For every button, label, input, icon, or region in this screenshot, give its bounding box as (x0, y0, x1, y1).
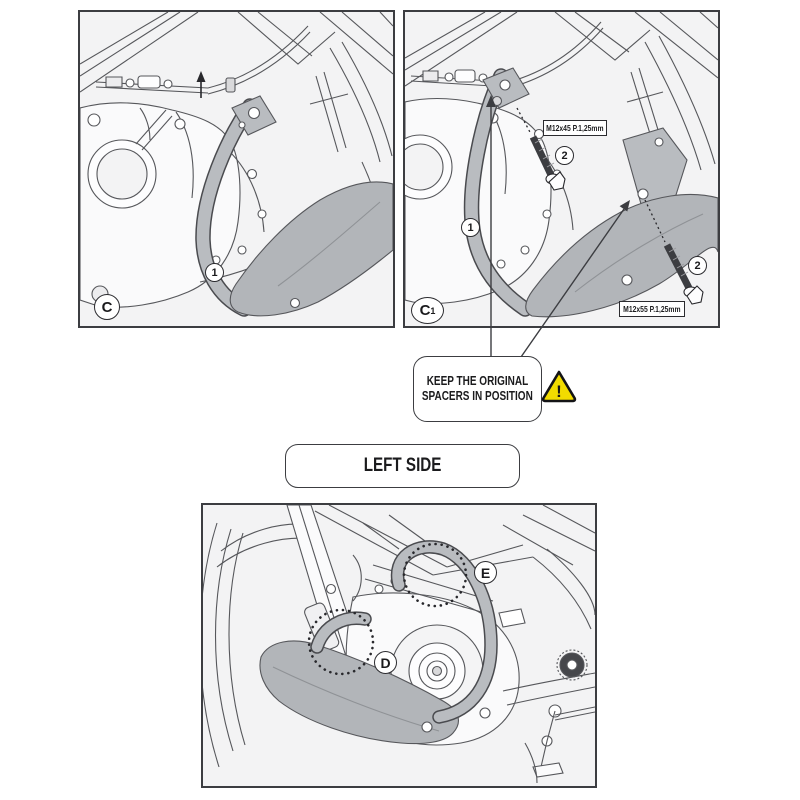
panel-c1 (403, 10, 720, 328)
original-spacer-top (493, 97, 502, 106)
part-1-number: 1 (211, 266, 218, 279)
panel-c1-label: C 1 (411, 297, 444, 324)
part-1-callout (205, 263, 224, 282)
left-side-text: LEFT SIDE (363, 455, 442, 476)
detail-e-letter: E (480, 564, 491, 581)
exclamation-mark: ! (556, 382, 562, 401)
spacer-warning-callout (413, 356, 542, 422)
panel-c-letter: C (101, 298, 113, 316)
panel-c-label (94, 294, 120, 320)
part-2-number: 2 (694, 259, 701, 272)
left-side-heading (285, 444, 520, 488)
part-1-callout (461, 218, 480, 237)
skid-plate (230, 182, 393, 316)
part-1-number: 1 (467, 221, 474, 234)
part-2-number: 2 (561, 149, 568, 162)
panel-c1-letter: C (419, 302, 431, 319)
rear-bracket (623, 128, 687, 204)
bolt-spec-bottom-text: M12x55 P.1,25mm (623, 304, 681, 314)
panel-left-side-view (201, 503, 597, 788)
detail-d-label (374, 651, 397, 674)
bolt-spec-top (543, 120, 607, 136)
lift-arrow (197, 71, 206, 98)
bolt-spec-top-text: M12x45 P.1,25mm (546, 123, 604, 133)
detail-e-label (474, 561, 497, 584)
engine-right-view-illustration (80, 12, 393, 326)
warning-text-line2: SPACERS IN POSITION (422, 389, 533, 403)
motorcycle-left-side-illustration (203, 505, 595, 786)
warning-text-line1: KEEP THE ORIGINAL (426, 374, 529, 388)
warning-triangle-icon (539, 368, 579, 404)
engine-right-view-mounting-illustration (405, 12, 718, 326)
detail-d-letter: D (380, 654, 391, 671)
original-spacer-bottom (638, 189, 648, 199)
panel-c (78, 10, 395, 328)
part-2-callout-top (555, 146, 574, 165)
bolt-spec-bottom (619, 301, 685, 317)
part-2-callout-bottom (688, 256, 707, 275)
